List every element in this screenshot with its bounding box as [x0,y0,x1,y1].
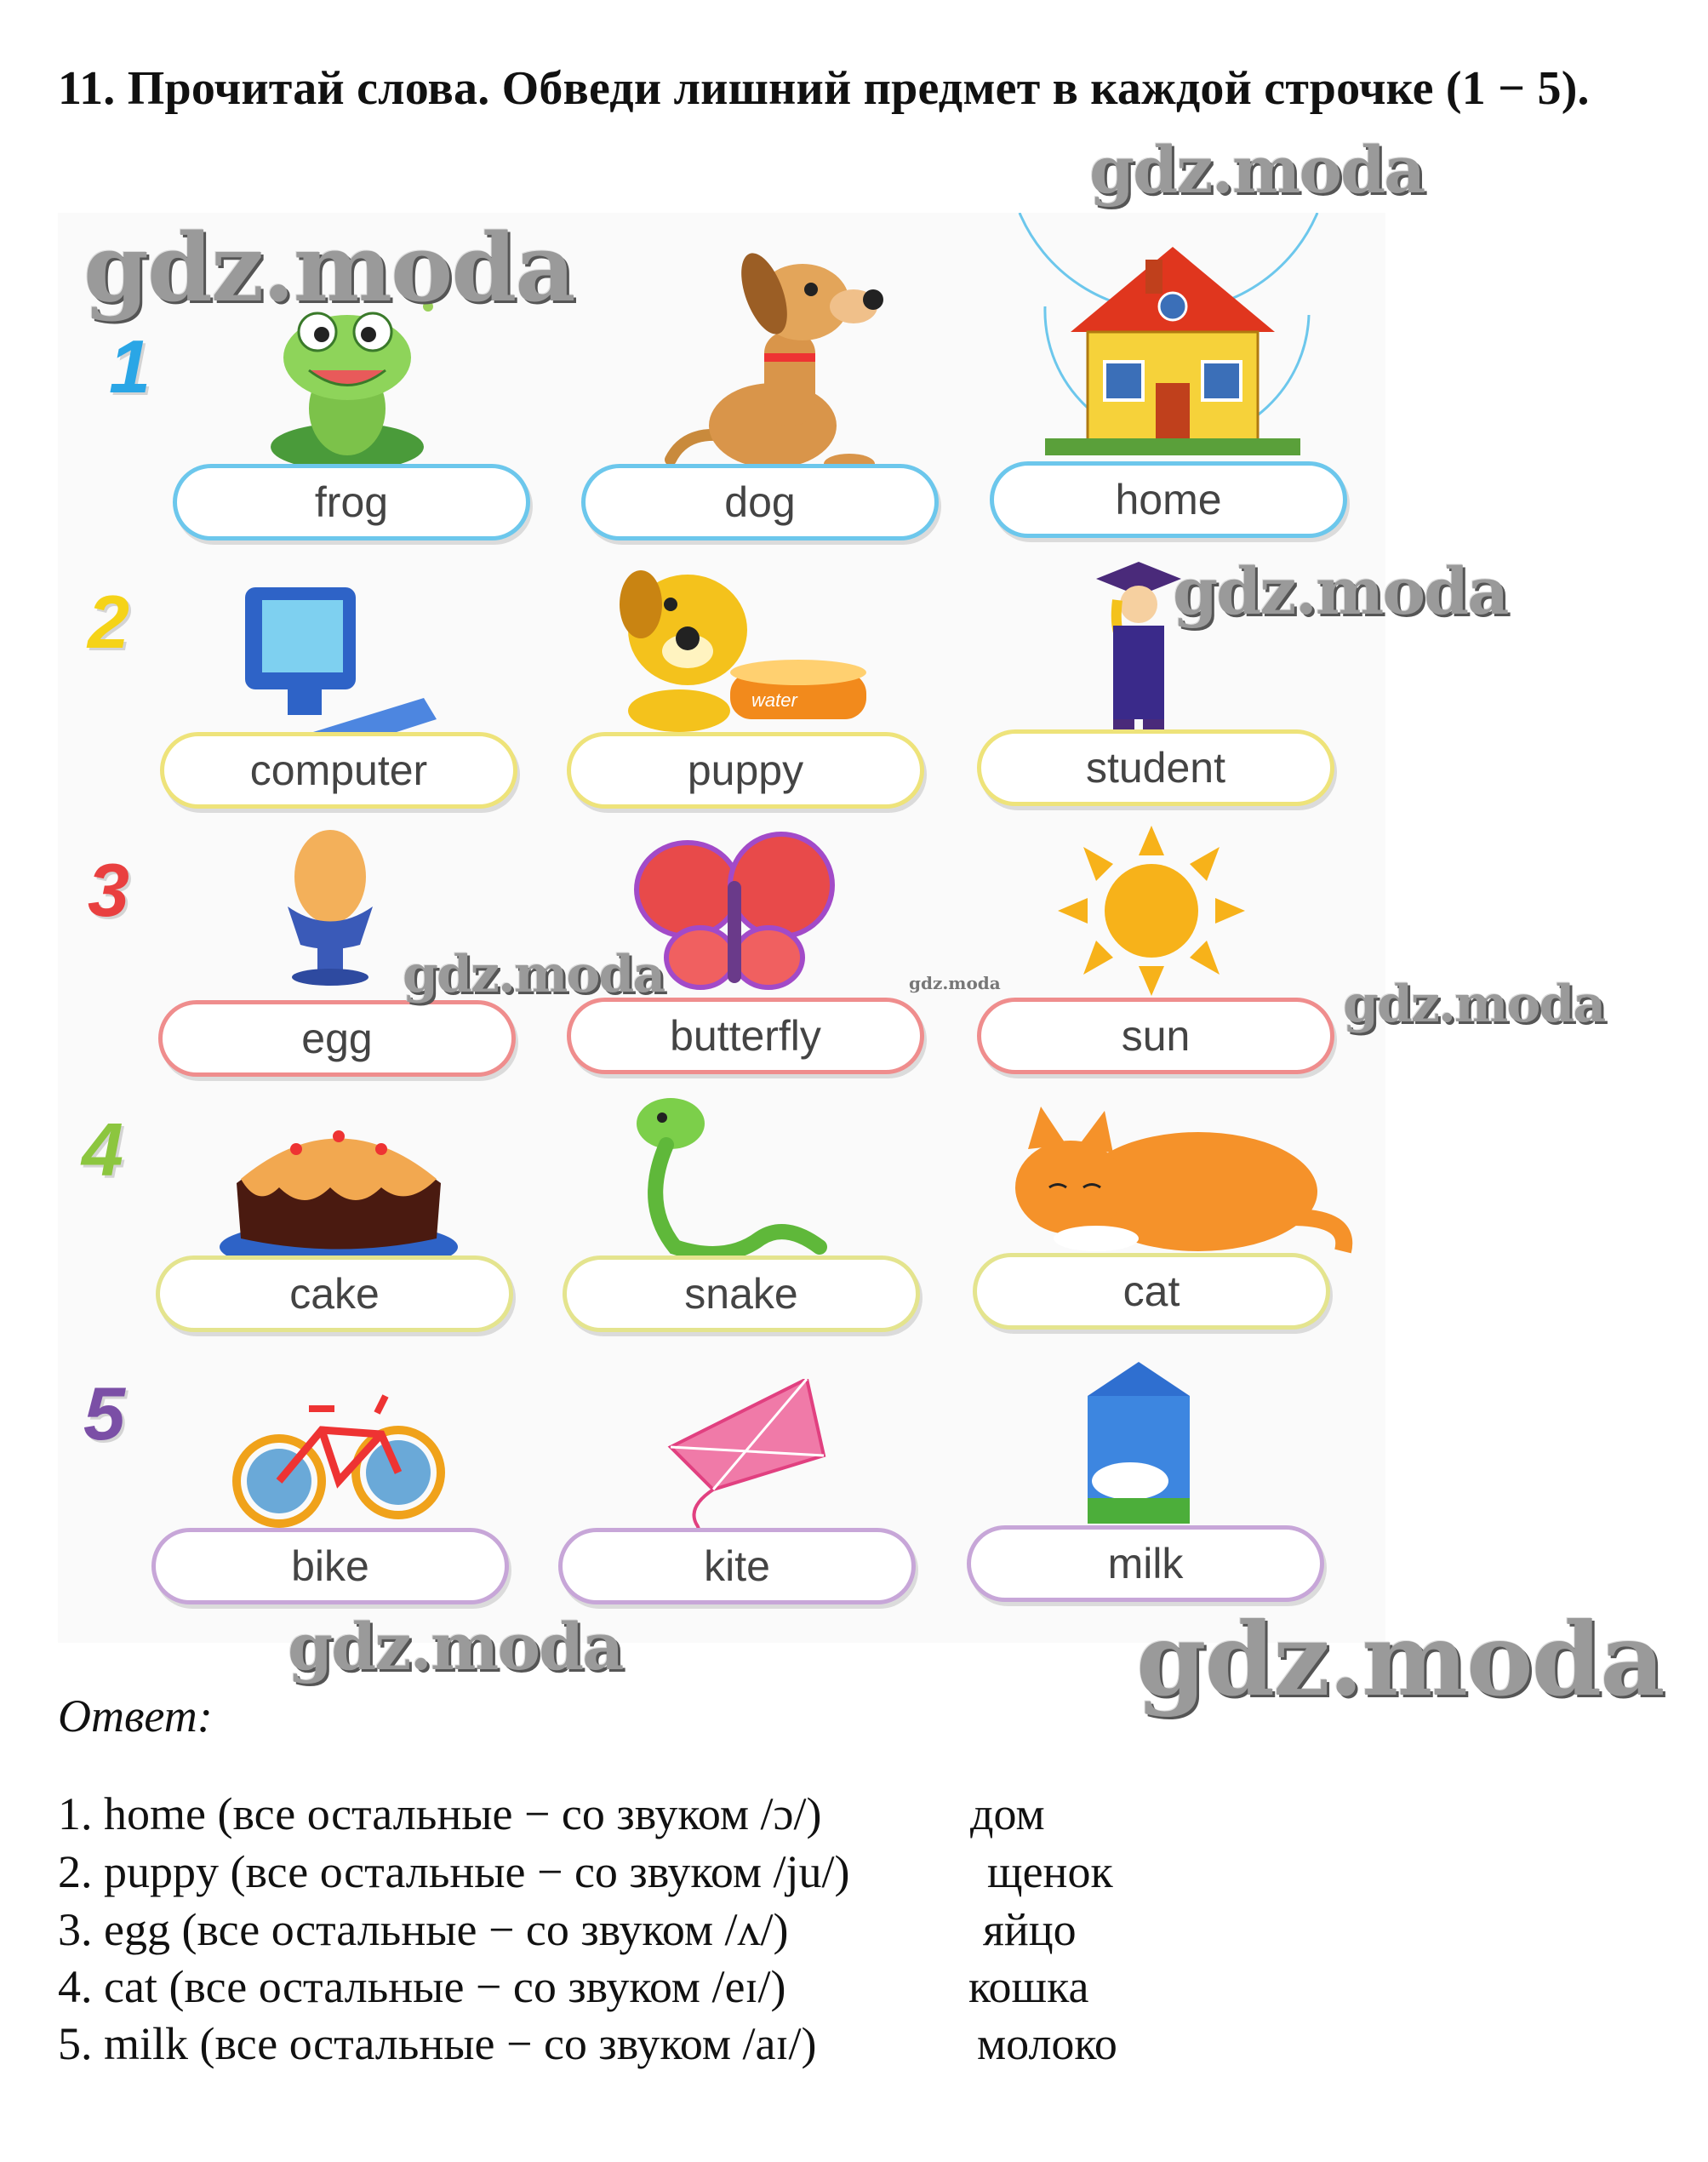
sun-image [1058,826,1245,996]
house-image [994,213,1351,477]
answer-line: 2. puppy (все остальные − со звуком /ju/) [58,1846,850,1897]
answer-translation: дом [970,1788,1045,1839]
answer-label: Ответ: [58,1690,213,1742]
egg-image [266,826,394,987]
answer-translation: молоко [977,2018,1117,2069]
word-card[interactable]: dog [581,464,939,540]
answer-line: 5. milk (все остальные − со звуком /aɪ/) [58,2018,817,2069]
watermark: gdz.moda [403,945,665,1004]
watermark: gdz.moda [1173,553,1508,629]
word-card[interactable]: computer [160,732,517,809]
row-number: 1 [109,324,151,409]
row-number: 5 [83,1371,125,1456]
kite-image [637,1379,832,1541]
watermark: gdz.moda [909,973,1001,993]
worksheet [58,213,1605,1684]
answer-translation: кошка [968,1961,1089,2012]
svg-text:water: water [751,689,797,711]
word-card[interactable]: puppy [567,732,924,809]
snake-image [607,1085,837,1273]
word-card[interactable]: butterfly [567,998,924,1074]
task-title: 11. Прочитай слова. Обведи лишний предмет в каждой строчке (1 − 5). [58,62,1590,115]
watermark: gdz.moda [1089,132,1425,208]
answer-line: 4. cat (все остальные − со звуком /eɪ/) [58,1961,786,2012]
word-card[interactable]: egg [158,1000,516,1077]
word-card[interactable]: cat [973,1253,1330,1330]
word-card[interactable]: bike [151,1528,509,1604]
bike-image [228,1362,449,1532]
row-number: 3 [88,848,129,932]
row-number: 4 [82,1107,123,1192]
watermark: gdz.moda [83,213,574,323]
word-card[interactable]: snake [563,1255,920,1332]
cat-image [1003,1098,1360,1260]
word-card[interactable]: cake [156,1255,513,1332]
answer-translation: щенок [987,1846,1113,1897]
word-card[interactable]: kite [558,1528,916,1604]
cake-image [211,1090,466,1277]
word-card[interactable]: home [990,461,1347,538]
answer-line: 3. egg (все остальные − со звуком /ʌ/) [58,1904,789,1955]
row-number: 2 [88,580,129,664]
watermark: gdz.moda [288,1609,623,1684]
word-card[interactable]: sun [977,998,1334,1074]
dog-image [637,230,909,485]
watermark: gdz.moda [1343,975,1605,1034]
answer-line: 1. home (все остальные − со звуком /ɔ/) [58,1788,822,1839]
watermark: gdz.moda [1136,1600,1664,1719]
word-card[interactable]: student [977,729,1334,806]
puppy-image [603,553,875,741]
word-card[interactable]: frog [173,464,530,540]
word-card[interactable]: milk [967,1525,1324,1602]
milk-image [1062,1353,1215,1532]
answer-translation: яйцо [983,1904,1077,1955]
